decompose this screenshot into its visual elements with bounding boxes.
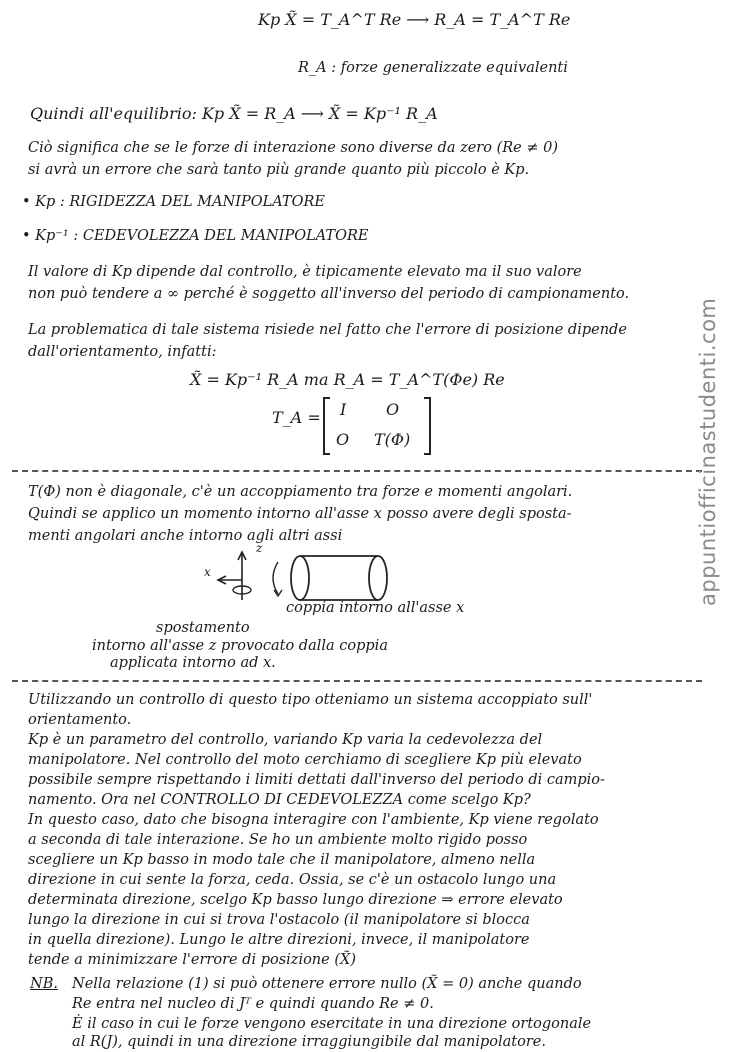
paragraph-line: si avrà un errore che sarà tanto più grande quanto più piccolo è Kp. (28, 162, 530, 178)
matrix-cell: T(Φ) (374, 430, 411, 449)
paragraph-line: Quindi se applico un momento intorno all'asse x posso avere degli sposta- (28, 506, 572, 522)
figure-caption-left: spostamento (156, 620, 250, 636)
section-divider (12, 470, 702, 472)
paragraph-line: determinata direzione, scelgo Kp basso lungo direzione ⇒ errore elevato (28, 892, 563, 908)
figure-caption-left: intorno all'asse z provocato dalla coppia (92, 638, 388, 654)
paragraph-line: in quella direzione). Lungo le altre direzioni, invece, il manipolatore (28, 932, 530, 948)
bullet-cedevolezza: • Kp⁻¹ : CEDEVOLEZZA DEL MANIPOLATORE (22, 228, 369, 244)
paragraph-line: Il valore di Kp dipende dal controllo, è tipicamente elevato ma il suo valore (28, 264, 582, 280)
paragraph-line: possibile sempre rispettando i limiti dettati dall'inverso del periodo di campio- (28, 772, 605, 788)
matrix-cell: I (340, 400, 347, 419)
paragraph-line: tende a minimizzare l'errore di posizione (X̃) (28, 952, 356, 968)
paragraph-line: dall'orientamento, infatti: (28, 344, 217, 360)
paragraph-line: Ciò significa che se le forze di interazione sono diverse da zero (Re ≠ 0) (28, 140, 558, 156)
paragraph-line: a seconda di tale interazione. Se ho un ambiente molto rigido posso (28, 832, 528, 848)
bullet-rigidezza: • Kp : RIGIDEZZA DEL MANIPOLATORE (22, 194, 325, 210)
figure-caption-left: applicata intorno ad x. (110, 655, 276, 671)
section-divider (12, 680, 702, 682)
nb-line: Re entra nel nucleo di Jᵀ e quindi quando Re ≠ 0. (72, 996, 434, 1012)
axis-label-z: z (256, 541, 263, 555)
paragraph-line: La problematica di tale sistema risiede nel fatto che l'errore di posizione dipende (28, 322, 627, 338)
nb-line: Nella relazione (1) si può ottenere errore nullo (X̃ = 0) anche quando (72, 976, 582, 992)
paragraph-line: menti angolari anche intorno agli altri assi (28, 528, 343, 544)
paragraph-line: scegliere un Kp basso in modo tale che il manipolatore, almeno nella (28, 852, 536, 868)
matrix-lhs: T_A = (272, 408, 321, 427)
paragraph-line: Kp è un parametro del controllo, variando Kp varia la cedevolezza del (28, 732, 543, 748)
figure-caption-right: coppia intorno all'asse x (286, 600, 465, 616)
paragraph-line: non può tendere a ∞ perché è soggetto all'inverso del periodo di campionamento. (28, 286, 630, 302)
matrix-cell: O (336, 430, 350, 449)
paragraph-line: manipolatore. Nel controllo del moto cerchiamo di scegliere Kp più elevato (28, 752, 582, 768)
paragraph-line: orientamento. (28, 712, 132, 728)
matrix-cell: O (386, 400, 400, 419)
paragraph-line: In questo caso, dato che bisogna interagire con l'ambiente, Kp viene regolato (28, 812, 599, 828)
paragraph-line: namento. Ora nel CONTROLLO DI CEDEVOLEZZA come scelgo Kp? (28, 792, 531, 808)
nb-label: NB. (30, 976, 58, 992)
equilibrium-equation: Quindi all'equilibrio: Kp X̃ = R_A ⟶ X̃ = Kp⁻¹ R_A (30, 104, 438, 123)
middle-equation: X̃ = Kp⁻¹ R_A ma R_A = T_A^T(Φe) Re (190, 370, 505, 389)
nb-line: È il caso in cui le forze vengono esercitate in una direzione ortogonale (72, 1016, 592, 1032)
paragraph-line: direzione in cui sente la forza, ceda. Ossia, se c'è un ostacolo lungo una (28, 872, 557, 888)
watermark: appuntiofficinastudenti.com (696, 297, 720, 606)
top-equation: Kp X̃ = T_A^T Re ⟶ R_A = T_A^T Re (258, 10, 571, 29)
paragraph-line: lungo la direzione in cui si trova l'ostacolo (il manipolatore si blocca (28, 912, 530, 928)
paragraph-line: Utilizzando un controllo di questo tipo otteniamo un sistema accoppiato sull' (28, 692, 593, 708)
axis-label-x: x (204, 565, 211, 579)
ra-definition: R_A : forze generalizzate equivalenti (298, 60, 568, 76)
nb-line: al R(J), quindi in una direzione irraggiungibile dal manipolatore. (72, 1034, 546, 1050)
paragraph-line: T(Φ) non è diagonale, c'è un accoppiamento tra forze e momenti angolari. (28, 484, 573, 500)
